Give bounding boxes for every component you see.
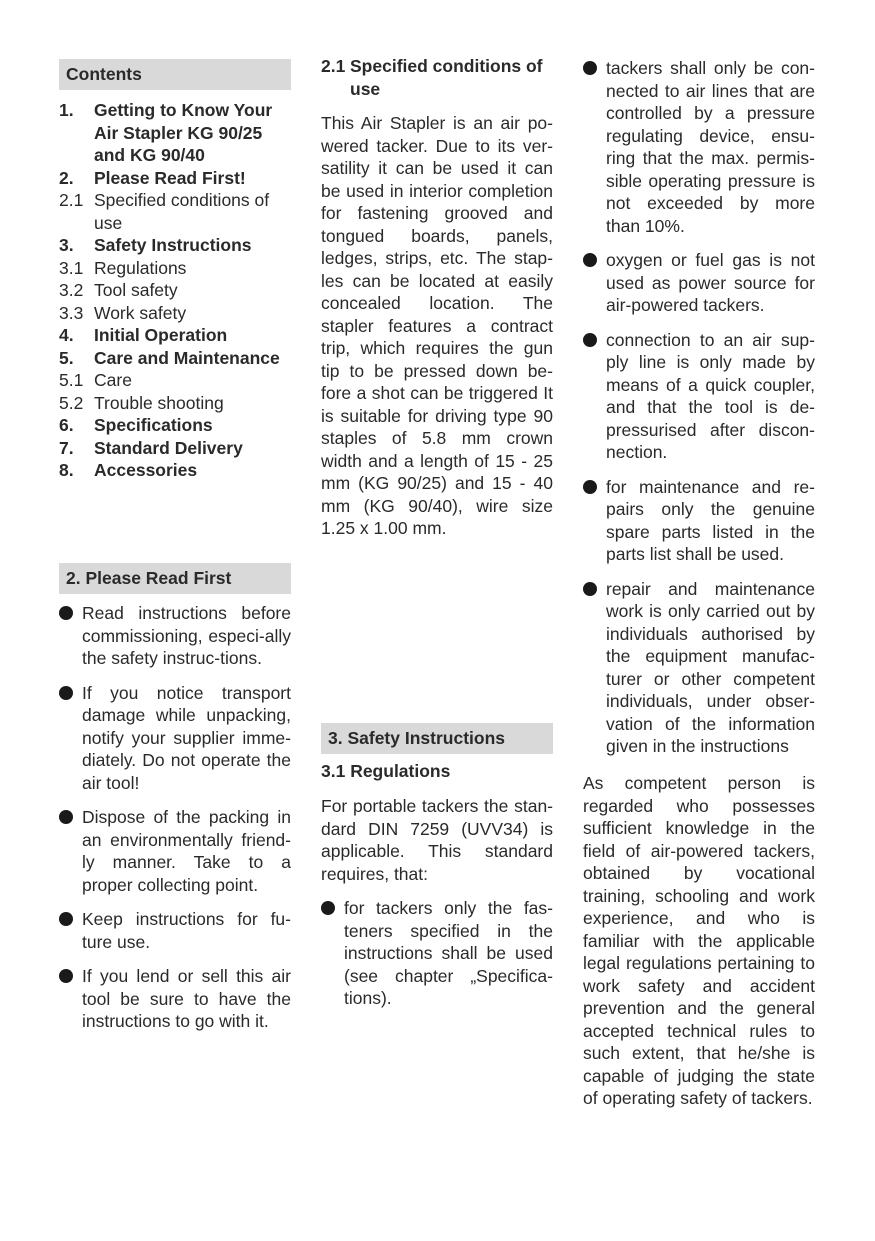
bullet-text: for tackers only the fas-teners specified in the instructions shall be used (see chapter „Specifica-tions).	[344, 898, 553, 1008]
toc-item-title: Care and Maintenance	[94, 347, 280, 368]
bullet-item	[583, 476, 815, 566]
bullet-text: If you lend or sell this air tool be sure to have the instructions to go with it.	[82, 966, 291, 1031]
bullet-item	[59, 965, 291, 1033]
bullet-icon	[583, 582, 597, 596]
toc-item-title: Regulations	[94, 257, 187, 278]
bullet-text: oxygen or fuel gas is not used as power source for air-powered tackers.	[606, 250, 815, 315]
bullet-icon	[59, 686, 73, 700]
toc-item-title: Standard Delivery	[94, 437, 243, 458]
regulations-bullets-col2	[321, 897, 553, 1022]
section-2-1-heading	[321, 55, 553, 100]
section-3-heading: 3. Safety Instructions	[321, 723, 553, 754]
bullet-item	[59, 806, 291, 896]
toc-item-title: Work safety	[94, 302, 187, 323]
table-of-contents	[59, 99, 291, 482]
toc-item	[59, 99, 291, 167]
toc-item	[59, 459, 291, 482]
toc-item-title: Specifications	[94, 415, 213, 435]
toc-item	[59, 279, 291, 302]
section-2-bullets	[59, 602, 291, 1045]
bullet-icon	[321, 901, 335, 915]
toc-item-number: 7.	[59, 437, 74, 458]
toc-item-number: 2.1	[59, 190, 84, 210]
bullet-item	[321, 897, 553, 1010]
toc-item-number: 4.	[59, 325, 74, 345]
section-2-1-body: This Air Stapler is an air po-wered tacker. Due to its ver-satility it can be used it can be used in interior completion for fastening grooved and tongued boards, panels, ledges, strips, etc. The stap-les can be located at easily concealed location. The stapler features a contract trip, which requires the gun tip to be pressed down be-fore a shot can be triggered It is suitable for driving type 90 staples of 5.8 mm crown width and a length of 15 - 25 mm (KG 90/25) and 15 - 40 mm (KG 90/40), wire size 1.25 x 1.00 mm.	[321, 113, 553, 538]
bullet-item	[583, 249, 815, 317]
bullet-item	[583, 57, 815, 237]
bullet-icon	[59, 969, 73, 983]
bullet-icon	[583, 253, 597, 267]
bullet-text: repair and maintenance work is only carried out by individuals authorised by the equipment manufac-turer or other competent individuals, under obser-vation of the information given in the instructions	[606, 578, 815, 756]
section-3-1-heading: 3.1 Regulations	[321, 761, 451, 781]
toc-item	[59, 392, 291, 415]
bullet-item	[59, 682, 291, 795]
bullet-text: connection to an air sup-ply line is only made by means of a quick coupler, and that the tool is de-pressurised after discon-nection.	[606, 329, 815, 462]
toc-item-number: 6.	[59, 415, 74, 435]
toc-item	[59, 257, 291, 280]
bullet-icon	[59, 912, 73, 926]
toc-item-title: Care	[94, 370, 132, 390]
bullet-icon	[59, 606, 73, 620]
toc-item-number: 3.1	[59, 257, 84, 278]
bullet-item	[59, 908, 291, 953]
bullet-icon	[583, 333, 597, 347]
bullet-text: for maintenance and re-pairs only the genuine spare parts listed in the parts list shall be used.	[606, 476, 815, 564]
toc-item-number: 3.3	[59, 302, 84, 323]
bullet-text: Read instructions before commissioning, especi-ally the safety instruc-tions.	[82, 603, 291, 668]
toc-item	[59, 167, 291, 190]
bullet-text: Keep instructions for fu-ture use.	[82, 909, 291, 952]
bullet-text: tackers shall only be con-nected to air lines that are controlled by a pressure regulating device, ensu-ring that the max. permis-sible operating pressure is not exceeded by more than 10%.	[606, 58, 815, 236]
regulations-bullets-col3	[583, 57, 815, 770]
toc-item-title: Accessories	[94, 460, 198, 480]
toc-item-title: Getting to Know Your Air Stapler KG 90/25 and KG 90/40	[94, 100, 273, 165]
toc-item-number: 3.2	[59, 280, 84, 300]
toc-item	[59, 324, 291, 347]
toc-item-number: 3.	[59, 235, 74, 255]
section-2-heading: 2. Please Read First	[59, 563, 291, 594]
bullet-text: If you notice transport damage while unpacking, notify your supplier imme-diately. Do not operate the air tool!	[82, 682, 291, 793]
toc-item	[59, 189, 291, 234]
section-2-1-title: Specified conditions of use	[350, 56, 543, 99]
bullet-item	[59, 602, 291, 670]
section-2-1-number: 2.1	[321, 56, 346, 76]
toc-item-number: 8.	[59, 460, 74, 480]
competent-person-paragraph: As competent person is regarded who possesses sufficient knowledge in the field of air-powered tackers, obtained by vocational training, schooling and work experience, and who is familiar with the applicable legal regulations pertaining to work safety and accident prevention and the general accepted technical rules to such extent, that he/she is capable of judging the state of operating safety of tackers.	[583, 773, 815, 1108]
toc-item-title: Specified conditions of use	[94, 190, 270, 233]
toc-item	[59, 437, 291, 460]
contents-heading: Contents	[59, 59, 291, 90]
bullet-icon	[59, 810, 73, 824]
regulations-intro: For portable tackers the stan-dard DIN 7259 (UVV34) is applicable. This standard requires, that:	[321, 796, 553, 884]
toc-item-title: Safety Instructions	[94, 235, 252, 255]
toc-item-title: Initial Operation	[94, 325, 228, 345]
toc-item	[59, 302, 291, 325]
toc-item	[59, 234, 291, 257]
bullet-text: Dispose of the packing in an environmentally friend-ly manner. Take to a proper collecting point.	[82, 807, 291, 895]
toc-item-number: 5.2	[59, 392, 84, 413]
toc-item-number: 1.	[59, 100, 74, 120]
bullet-item	[583, 329, 815, 464]
toc-item-number: 2.	[59, 167, 74, 188]
toc-item-title: Please Read First!	[94, 167, 246, 188]
toc-item-number: 5.	[59, 347, 74, 368]
bullet-icon	[583, 61, 597, 75]
bullet-icon	[583, 480, 597, 494]
toc-item-number: 5.1	[59, 370, 84, 390]
bullet-item	[583, 578, 815, 758]
toc-item	[59, 347, 291, 370]
toc-item-title: Trouble shooting	[94, 392, 224, 413]
toc-item	[59, 414, 291, 437]
toc-item-title: Tool safety	[94, 280, 178, 300]
toc-item	[59, 369, 291, 392]
